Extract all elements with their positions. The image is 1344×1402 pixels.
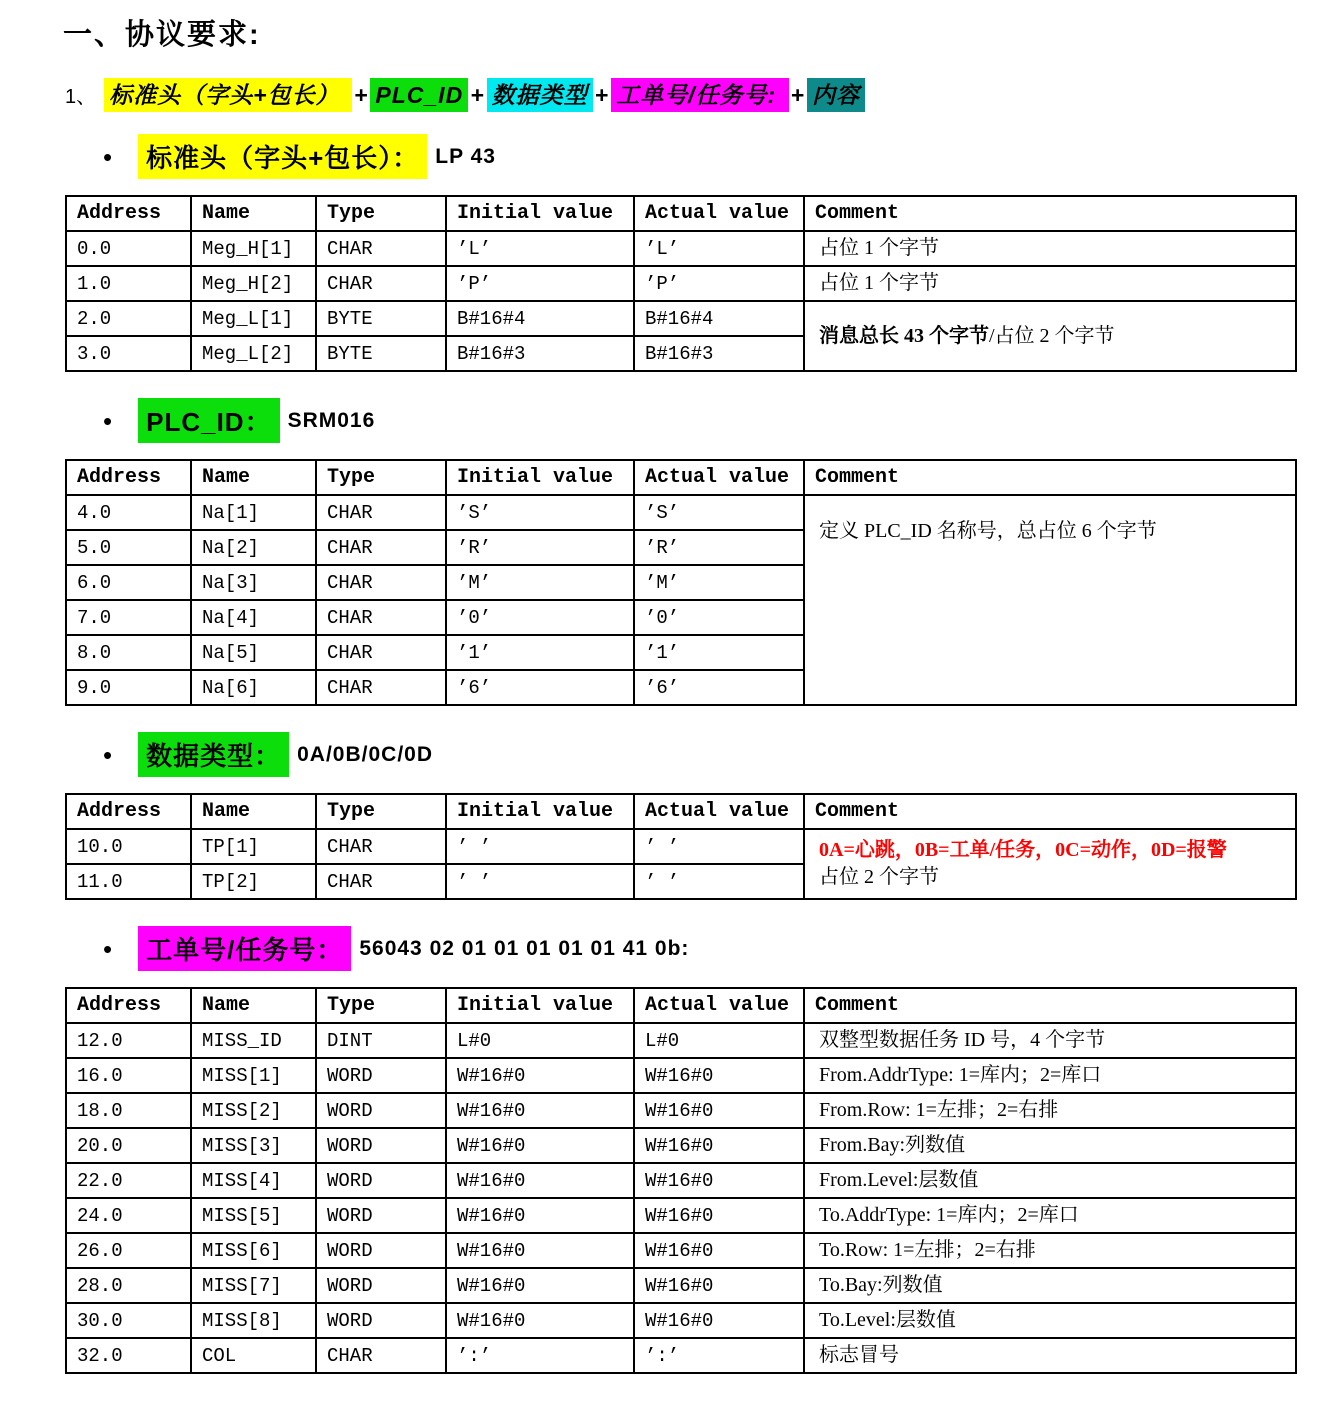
table-cell: ’0’ (634, 600, 804, 635)
column-header: Comment (804, 988, 1296, 1023)
table-cell: MISS[3] (191, 1128, 316, 1163)
table-cell: ’:’ (634, 1338, 804, 1373)
formula-segment: 标准头（字头+包长） (104, 78, 352, 112)
highlight-label: 工单号/任务号： (138, 926, 351, 971)
comment-line (819, 235, 1281, 262)
comment-cell (804, 1233, 1296, 1268)
column-header: Type (316, 460, 446, 495)
comment-line (819, 837, 1281, 864)
comment-text: From.Bay:列数值 (819, 1134, 966, 1156)
table-cell: ’:’ (446, 1338, 634, 1373)
label-value: 0A/0B/0C/0D (297, 742, 434, 766)
table-cell: Meg_H[1] (191, 231, 316, 266)
table-cell: TP[1] (191, 829, 316, 864)
table-header-row (66, 794, 1296, 829)
table-cell: ’6’ (446, 670, 634, 705)
bullet-item-plc-id (103, 398, 1298, 443)
table-cell: W#16#0 (446, 1198, 634, 1233)
table-row (66, 1338, 1296, 1373)
table-cell: 7.0 (66, 600, 191, 635)
bullet-item-standard-header (103, 134, 1298, 179)
column-header: Initial value (446, 988, 634, 1023)
table-cell: CHAR (316, 670, 446, 705)
table-cell: Na[4] (191, 600, 316, 635)
column-header: Initial value (446, 460, 634, 495)
column-header: Address (66, 988, 191, 1023)
column-header: Name (191, 196, 316, 231)
table-row (66, 301, 1296, 336)
comment-text: 标志冒号 (819, 1344, 899, 1366)
table-cell: 1.0 (66, 266, 191, 301)
comment-text: /占位 2 个字节 (989, 324, 1115, 347)
column-header: Type (316, 794, 446, 829)
table-cell: ’ ’ (634, 829, 804, 864)
table-cell: ’R’ (634, 530, 804, 565)
table-cell: Na[2] (191, 530, 316, 565)
section-heading: 一、协议要求: (63, 19, 261, 51)
table-header-row (66, 460, 1296, 495)
table-cell: CHAR (316, 495, 446, 530)
column-header: Actual value (634, 196, 804, 231)
comment-cell (804, 231, 1296, 266)
table-cell: CHAR (316, 864, 446, 899)
comment-text: To.Bay:列数值 (819, 1274, 943, 1296)
comment-text: 消息总长 43 个字节 (819, 324, 989, 347)
table-cell: 22.0 (66, 1163, 191, 1198)
table-cell: WORD (316, 1233, 446, 1268)
comment-line (819, 1097, 1281, 1124)
table-cell: WORD (316, 1163, 446, 1198)
table-cell: TP[2] (191, 864, 316, 899)
bullet-item-data-type (103, 732, 1298, 777)
label-value: LP 43 (435, 144, 496, 168)
comment-line (819, 518, 1281, 545)
table-cell: 32.0 (66, 1338, 191, 1373)
table-cell: 3.0 (66, 336, 191, 371)
comment-text: To.Row: 1=左排；2=右排 (819, 1239, 1036, 1261)
table-cell: CHAR (316, 600, 446, 635)
table-cell: WORD (316, 1268, 446, 1303)
column-header: Initial value (446, 794, 634, 829)
table-cell: CHAR (316, 530, 446, 565)
table-cell: MISS[6] (191, 1233, 316, 1268)
table-cell: W#16#0 (446, 1233, 634, 1268)
comment-text: To.AddrType: 1=库内；2=库口 (819, 1204, 1079, 1226)
table-cell: 10.0 (66, 829, 191, 864)
table-cell: ’ ’ (446, 829, 634, 864)
bullet-item-work-order (103, 926, 1298, 971)
highlight-label: PLC_ID： (138, 398, 279, 443)
column-header: Name (191, 460, 316, 495)
comment-cell (804, 1198, 1296, 1233)
bullet-icon: • (103, 739, 113, 770)
table-cell: W#16#0 (446, 1058, 634, 1093)
table-cell: CHAR (316, 829, 446, 864)
column-header: Comment (804, 460, 1296, 495)
table-cell: B#16#4 (446, 301, 634, 336)
table-cell: W#16#0 (446, 1303, 634, 1338)
comment-text: 占位 1 个字节 (819, 237, 939, 259)
table-cell: W#16#0 (446, 1268, 634, 1303)
table-cell: W#16#0 (634, 1198, 804, 1233)
plc-data-table-standard-header (65, 195, 1297, 372)
table-cell: 6.0 (66, 565, 191, 600)
table-cell: WORD (316, 1198, 446, 1233)
column-header: Address (66, 460, 191, 495)
formula-segment: + (790, 82, 805, 108)
comment-cell (804, 829, 1296, 899)
table-cell: COL (191, 1338, 316, 1373)
table-cell: CHAR (316, 1338, 446, 1373)
table-cell: 18.0 (66, 1093, 191, 1128)
comment-line (819, 864, 1281, 891)
table-cell: WORD (316, 1093, 446, 1128)
table-header-row (66, 988, 1296, 1023)
table-row (66, 231, 1296, 266)
table-cell: MISS[4] (191, 1163, 316, 1198)
table-row (66, 1163, 1296, 1198)
formula-segment: PLC_ID (370, 78, 468, 112)
table-row (66, 1198, 1296, 1233)
table-cell: WORD (316, 1303, 446, 1338)
comment-cell (804, 1268, 1296, 1303)
table-cell: CHAR (316, 231, 446, 266)
table-cell: 20.0 (66, 1128, 191, 1163)
formula-segment: 工单号/任务号: (611, 78, 788, 112)
table-cell: ’L’ (446, 231, 634, 266)
table-cell: ’S’ (446, 495, 634, 530)
table-cell: ’M’ (446, 565, 634, 600)
table-row (66, 495, 1296, 530)
column-header: Name (191, 988, 316, 1023)
table-cell: ’0’ (446, 600, 634, 635)
table-cell: DINT (316, 1023, 446, 1058)
table-cell: WORD (316, 1058, 446, 1093)
table-cell: 5.0 (66, 530, 191, 565)
table-cell: W#16#0 (446, 1163, 634, 1198)
table-cell: 8.0 (66, 635, 191, 670)
plc-data-table-plc-id (65, 459, 1297, 706)
comment-line (819, 1062, 1281, 1089)
table-cell: W#16#0 (634, 1058, 804, 1093)
table-cell: Na[1] (191, 495, 316, 530)
table-cell: ’R’ (446, 530, 634, 565)
table-cell: 28.0 (66, 1268, 191, 1303)
table-cell: Na[6] (191, 670, 316, 705)
comment-text: 定义 PLC_ID 名称号，总占位 6 个字节 (819, 520, 1157, 542)
table-cell: B#16#4 (634, 301, 804, 336)
comment-cell (804, 495, 1296, 705)
comment-text: From.AddrType: 1=库内；2=库口 (819, 1064, 1102, 1086)
table-cell: MISS[2] (191, 1093, 316, 1128)
comment-line (819, 323, 1281, 350)
table-row (66, 1058, 1296, 1093)
table-cell: MISS[7] (191, 1268, 316, 1303)
table-cell: MISS[8] (191, 1303, 316, 1338)
table-cell: Meg_L[2] (191, 336, 316, 371)
table-cell: BYTE (316, 336, 446, 371)
table-cell: 30.0 (66, 1303, 191, 1338)
column-header: Name (191, 794, 316, 829)
table-cell: 12.0 (66, 1023, 191, 1058)
table-cell: WORD (316, 1128, 446, 1163)
column-header: Type (316, 196, 446, 231)
comment-text: 占位 2 个字节 (819, 866, 939, 888)
table-cell: ’P’ (634, 266, 804, 301)
comment-line (819, 1027, 1281, 1054)
label-value: 56043 02 01 01 01 01 01 41 0b: (359, 936, 690, 960)
table-row (66, 829, 1296, 864)
comment-cell (804, 1128, 1296, 1163)
table-cell: CHAR (316, 266, 446, 301)
table-cell: Meg_L[1] (191, 301, 316, 336)
comment-line (819, 1237, 1281, 1264)
column-header: Address (66, 196, 191, 231)
comment-cell (804, 266, 1296, 301)
table-cell: ’L’ (634, 231, 804, 266)
comment-text: To.Level:层数值 (819, 1309, 956, 1331)
comment-cell (804, 1163, 1296, 1198)
formula-segment: 数据类型 (487, 78, 593, 112)
table-cell: ’M’ (634, 565, 804, 600)
plc-data-table-work-order (65, 987, 1297, 1374)
label-value: SRM016 (287, 408, 376, 432)
bullet-icon: • (103, 141, 113, 172)
table-cell: ’1’ (446, 635, 634, 670)
table-cell: W#16#0 (634, 1163, 804, 1198)
column-header: Actual value (634, 988, 804, 1023)
formula-segment: 内容 (807, 78, 865, 112)
table-cell: ’P’ (446, 266, 634, 301)
comment-text: From.Level:层数值 (819, 1169, 979, 1191)
table-row (66, 1023, 1296, 1058)
table-cell: 24.0 (66, 1198, 191, 1233)
comment-line (819, 270, 1281, 297)
table-cell: 11.0 (66, 864, 191, 899)
table-cell: 2.0 (66, 301, 191, 336)
comment-cell (804, 301, 1296, 371)
column-header: Comment (804, 196, 1296, 231)
comment-line (819, 1307, 1281, 1334)
highlight-label: 数据类型： (138, 732, 289, 777)
table-cell: ’1’ (634, 635, 804, 670)
table-cell: W#16#0 (634, 1303, 804, 1338)
column-header: Actual value (634, 794, 804, 829)
comment-text: 双整型数据任务 ID 号，4 个字节 (819, 1029, 1106, 1051)
table-header-row (66, 196, 1296, 231)
protocol-formula (104, 82, 865, 108)
table-cell: W#16#0 (634, 1233, 804, 1268)
table-cell: B#16#3 (446, 336, 634, 371)
bullet-icon: • (103, 405, 113, 436)
table-cell: W#16#0 (634, 1128, 804, 1163)
formula-segment: + (353, 82, 369, 108)
table-cell: 0.0 (66, 231, 191, 266)
table-row (66, 1233, 1296, 1268)
table-row (66, 266, 1296, 301)
comment-line (819, 1202, 1281, 1229)
table-cell: 16.0 (66, 1058, 191, 1093)
table-cell: MISS[5] (191, 1198, 316, 1233)
table-row (66, 1268, 1296, 1303)
formula-segment: + (470, 82, 485, 108)
comment-line (819, 1272, 1281, 1299)
column-header: Comment (804, 794, 1296, 829)
table-cell: B#16#3 (634, 336, 804, 371)
highlight-label: 标准头（字头+包长）： (138, 134, 427, 179)
table-cell: ’ ’ (634, 864, 804, 899)
table-cell: ’S’ (634, 495, 804, 530)
table-cell: MISS[1] (191, 1058, 316, 1093)
plc-data-table-data-type (65, 793, 1297, 900)
list-number: 1、 (65, 86, 97, 108)
table-cell: BYTE (316, 301, 446, 336)
table-cell: MISS_ID (191, 1023, 316, 1058)
table-row (66, 1128, 1296, 1163)
comment-text: From.Row: 1=左排；2=右排 (819, 1099, 1059, 1121)
table-cell: W#16#0 (634, 1268, 804, 1303)
table-cell: CHAR (316, 635, 446, 670)
comment-line (819, 1132, 1281, 1159)
table-cell: W#16#0 (446, 1128, 634, 1163)
table-cell: W#16#0 (634, 1093, 804, 1128)
table-cell: 9.0 (66, 670, 191, 705)
comment-cell (804, 1338, 1296, 1373)
table-cell: ’6’ (634, 670, 804, 705)
column-header: Type (316, 988, 446, 1023)
table-cell: CHAR (316, 565, 446, 600)
column-header: Actual value (634, 460, 804, 495)
table-cell: Meg_H[2] (191, 266, 316, 301)
table-cell: W#16#0 (446, 1093, 634, 1128)
table-cell: L#0 (446, 1023, 634, 1058)
comment-text: 占位 1 个字节 (819, 272, 939, 294)
comment-cell (804, 1093, 1296, 1128)
table-cell: 26.0 (66, 1233, 191, 1268)
bullet-icon: • (103, 933, 113, 964)
protocol-formula-line (65, 77, 1298, 110)
formula-segment: + (594, 82, 610, 108)
comment-line (819, 1342, 1281, 1369)
table-cell: ’ ’ (446, 864, 634, 899)
column-header: Initial value (446, 196, 634, 231)
column-header: Address (66, 794, 191, 829)
comment-cell (804, 1058, 1296, 1093)
comment-cell (804, 1303, 1296, 1338)
comment-text: 0A=心跳，0B=工单/任务，0C=动作，0D=报警 (819, 839, 1227, 861)
table-row (66, 1303, 1296, 1338)
table-cell: L#0 (634, 1023, 804, 1058)
table-cell: 4.0 (66, 495, 191, 530)
comment-cell (804, 1023, 1296, 1058)
table-row (66, 1093, 1296, 1128)
table-cell: Na[3] (191, 565, 316, 600)
table-cell: Na[5] (191, 635, 316, 670)
comment-line (819, 1167, 1281, 1194)
